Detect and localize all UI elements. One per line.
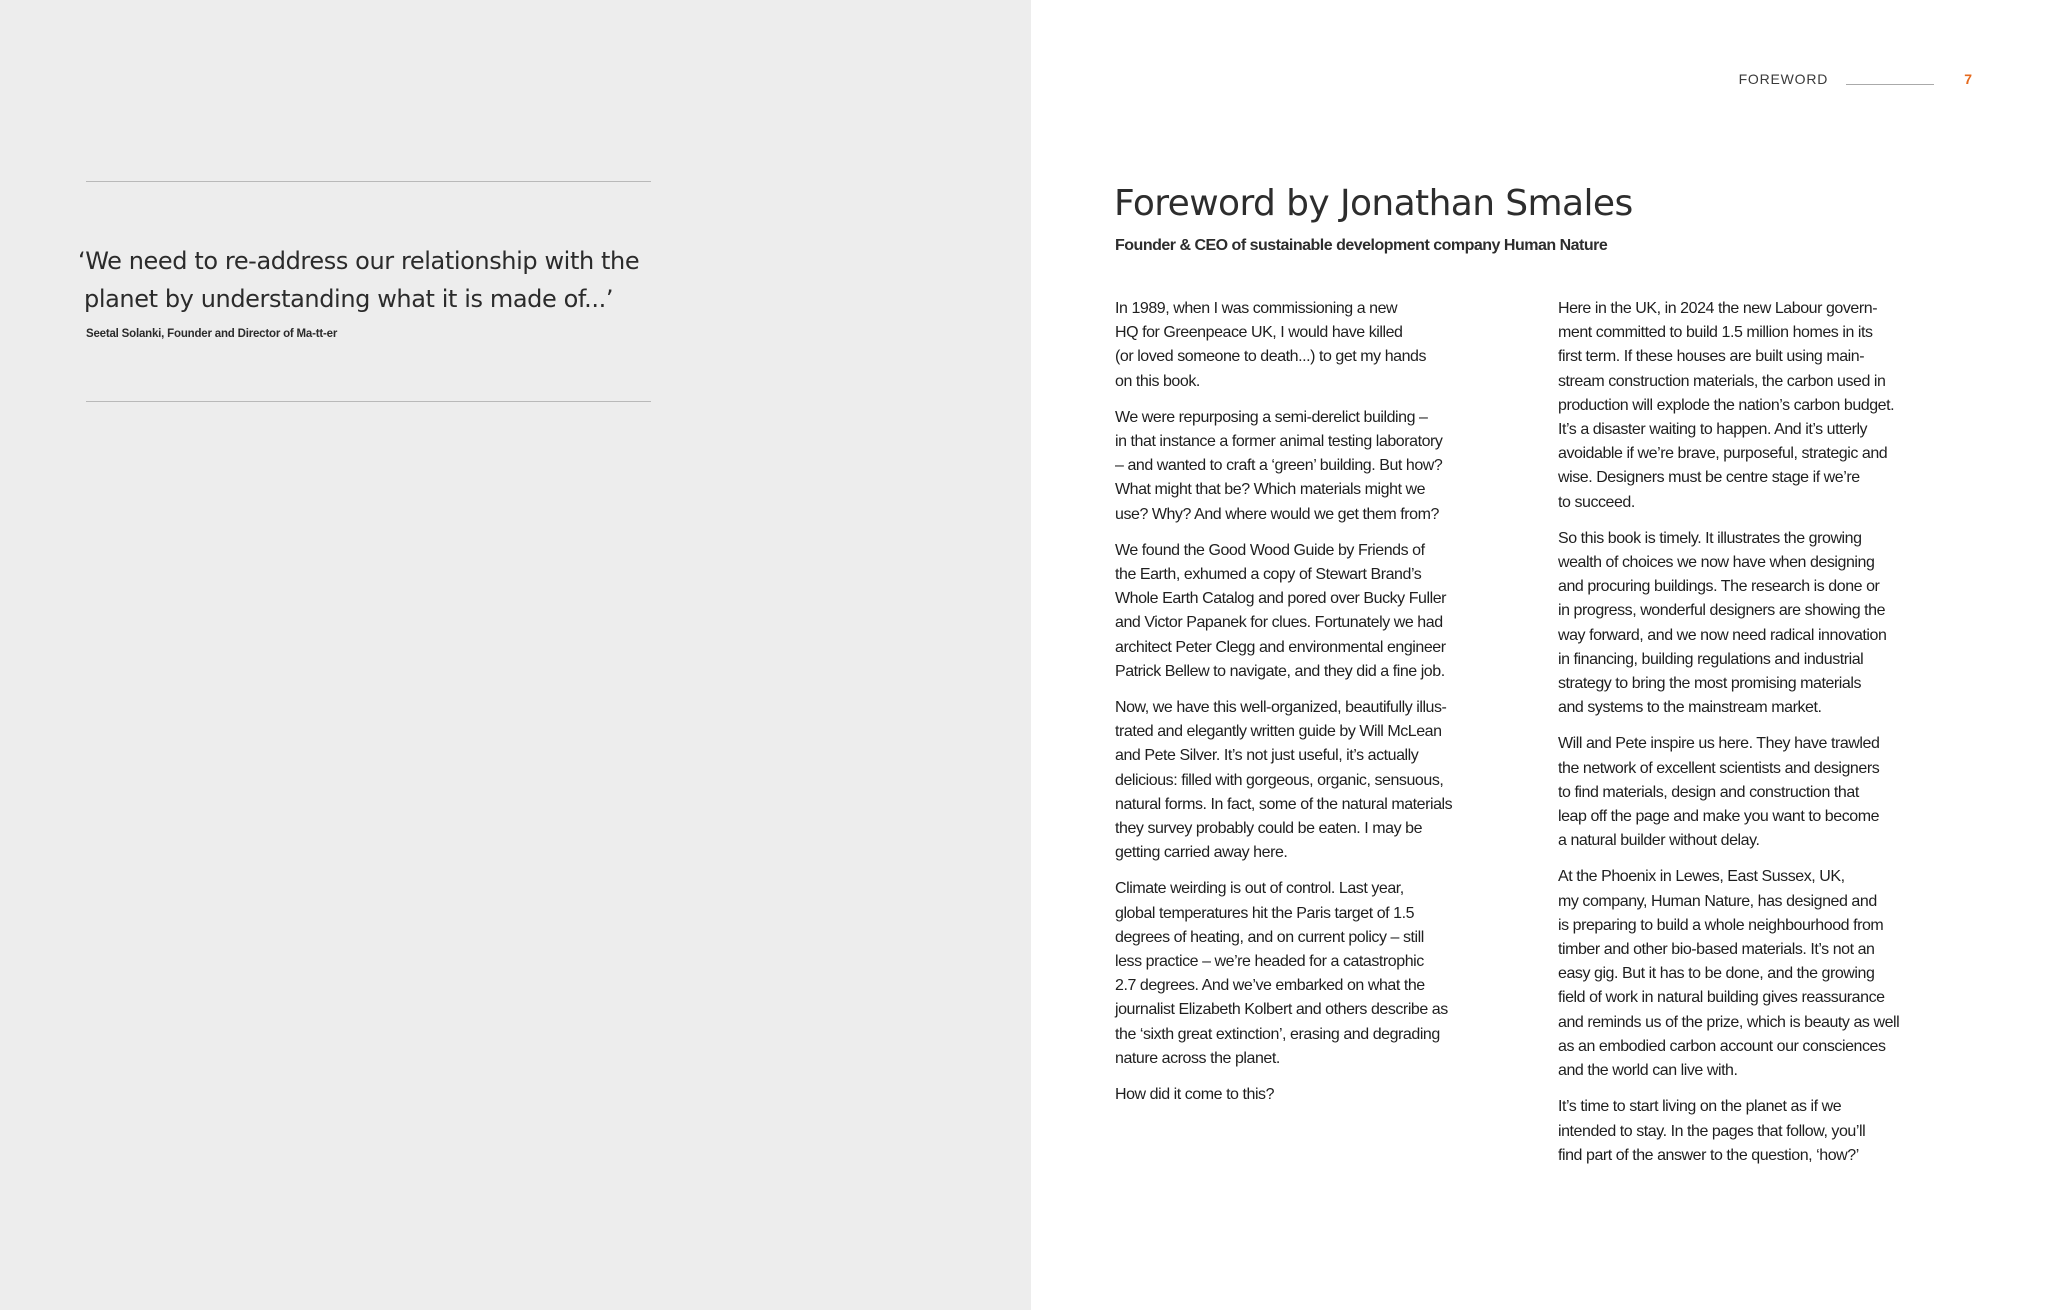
body-text-line: 2.7 degrees. And we’ve embarked on what the <box>1115 977 1425 995</box>
body-text-line: Climate weirding is out of control. Last year, <box>1115 880 1404 898</box>
quote-top-rule <box>86 181 651 182</box>
body-text-line: the network of excellent scientists and designers <box>1558 759 1880 777</box>
body-paragraph <box>1558 1095 1988 1168</box>
body-text-line: getting carried away here. <box>1115 844 1288 862</box>
body-text-line: in financing, building regulations and industrial <box>1558 650 1864 668</box>
section-label: FOREWORD <box>1738 71 1829 87</box>
body-paragraph <box>1115 1083 1545 1107</box>
body-text-line: on this book. <box>1115 372 1200 390</box>
body-text-line: Whole Earth Catalog and pored over Bucky Fuller <box>1115 590 1447 608</box>
body-paragraph <box>1558 865 1988 1083</box>
body-text-line: and Victor Papanek for clues. Fortunately we had <box>1115 614 1443 632</box>
body-text-line: easy gig. But it has to be done, and the growing <box>1558 965 1875 983</box>
body-text-line: leap off the page and make you want to become <box>1558 808 1880 826</box>
body-paragraph <box>1115 539 1545 684</box>
running-head-rule <box>1846 84 1934 85</box>
body-text-line: and procuring buildings. The research is done or <box>1558 578 1880 596</box>
body-text-line: avoidable if we’re brave, purposeful, strategic and <box>1558 445 1888 463</box>
body-text-line: field of work in natural building gives reassurance <box>1558 989 1885 1007</box>
body-text-line: Patrick Bellew to navigate, and they did a fine job. <box>1115 662 1445 680</box>
body-text-line: first term. If these houses are built using main- <box>1558 348 1865 366</box>
body-text-line: find part of the answer to the question, ‘how?’ <box>1558 1146 1859 1164</box>
running-head <box>1739 71 1972 87</box>
body-text-line: How did it come to this? <box>1115 1086 1275 1104</box>
body-text-line: journalist Elizabeth Kolbert and others describe as <box>1115 1001 1448 1019</box>
article-subtitle: Founder & CEO of sustainable development company Human Nature <box>1115 237 1608 254</box>
body-text-line: is preparing to build a whole neighbourhood from <box>1558 916 1884 934</box>
body-text-line: and systems to the mainstream market. <box>1558 699 1822 717</box>
body-text-line: In 1989, when I was commissioning a new <box>1115 300 1398 317</box>
pull-quote <box>78 242 678 318</box>
page-number: 7 <box>1964 71 1972 87</box>
text-column-left <box>1115 297 1545 1119</box>
body-text-line: way forward, and we now need radical innovation <box>1558 626 1887 644</box>
body-text-line: HQ for Greenpeace UK, I would have killed <box>1115 324 1403 342</box>
body-text-line: wise. Designers must be centre stage if we’re <box>1558 469 1860 487</box>
right-page <box>1031 0 2048 1310</box>
body-paragraph <box>1115 297 1545 394</box>
body-text-line: to succeed. <box>1558 493 1635 511</box>
body-text-line: use? Why? And where would we get them from? <box>1115 505 1439 523</box>
body-text-line: less practice – we’re headed for a catastrophic <box>1115 953 1424 971</box>
text-column-right <box>1558 297 1988 1180</box>
body-text-line: in progress, wonderful designers are showing the <box>1558 602 1886 620</box>
body-text-line: At the Phoenix in Lewes, East Sussex, UK, <box>1558 868 1845 886</box>
body-text-line: to find materials, design and construction that <box>1558 783 1859 801</box>
body-text-line: nature across the planet. <box>1115 1049 1280 1067</box>
body-text-line: (or loved someone to death...) to get my hands <box>1115 348 1427 366</box>
body-text-line: and Pete Silver. It’s not just useful, it’s actually <box>1115 747 1419 765</box>
body-text-line: delicious: filled with gorgeous, organic, sensuous, <box>1115 771 1444 789</box>
body-paragraph <box>1115 877 1545 1071</box>
article-title: Foreword by Jonathan Smales <box>1114 183 1633 224</box>
body-text-line: – and wanted to craft a ‘green’ building. But how? <box>1115 457 1443 475</box>
body-text-line: wealth of choices we now have when designing <box>1558 554 1875 572</box>
body-text-line: in that instance a former animal testing laboratory <box>1115 433 1443 451</box>
body-text-line: degrees of heating, and on current policy – still <box>1115 928 1424 946</box>
body-text-line: my company, Human Nature, has designed and <box>1558 892 1877 910</box>
body-text-line: the ‘sixth great extinction’, erasing and degrading <box>1115 1025 1440 1043</box>
body-text-line: natural forms. In fact, some of the natural materials <box>1115 795 1453 813</box>
body-text-line: stream construction materials, the carbon used in <box>1558 372 1886 390</box>
body-text-line: they survey probably could be eaten. I may be <box>1115 820 1423 838</box>
body-paragraph <box>1558 527 1988 721</box>
body-text-line: a natural builder without delay. <box>1558 832 1760 850</box>
body-text-line: Will and Pete inspire us here. They have trawled <box>1558 735 1880 753</box>
body-text-line: and the world can live with. <box>1558 1062 1738 1080</box>
body-paragraph <box>1558 732 1988 853</box>
body-text-line: Here in the UK, in 2024 the new Labour govern- <box>1558 300 1878 317</box>
body-text-line: It’s time to start living on the planet as if we <box>1558 1098 1842 1116</box>
body-text-line: architect Peter Clegg and environmental engineer <box>1115 638 1446 656</box>
body-text-line: trated and elegantly written guide by Will McLean <box>1115 723 1442 741</box>
body-text-line: We were repurposing a semi-derelict building – <box>1115 408 1428 426</box>
body-text-line: timber and other bio-based materials. It’s not an <box>1558 941 1875 959</box>
body-text-line: What might that be? Which materials might we <box>1115 481 1426 499</box>
body-paragraph <box>1115 696 1545 865</box>
pull-quote-line: planet by understanding what it is made of...’ <box>84 285 614 313</box>
quote-bottom-rule <box>86 401 651 402</box>
body-text-line: production will explode the nation’s carbon budget. <box>1558 396 1895 414</box>
body-text-line: the Earth, exhumed a copy of Stewart Brand’s <box>1115 566 1422 584</box>
body-text-line: So this book is timely. It illustrates the growing <box>1558 529 1862 547</box>
body-text-line: strategy to bring the most promising materials <box>1558 675 1861 693</box>
body-text-line: We found the Good Wood Guide by Friends of <box>1115 541 1425 559</box>
body-text-line: Now, we have this well-organized, beautifully illus- <box>1115 699 1447 717</box>
body-text-line: It’s a disaster waiting to happen. And it’s utterly <box>1558 421 1868 439</box>
body-paragraph <box>1558 297 1988 515</box>
body-paragraph <box>1115 406 1545 527</box>
body-text-line: and reminds us of the prize, which is beauty as well <box>1558 1013 1900 1031</box>
body-text-line: as an embodied carbon account our consciences <box>1558 1037 1886 1055</box>
pull-quote-line: ‘We need to re-address our relationship with the <box>78 247 640 275</box>
quote-attribution: Seetal Solanki, Founder and Director of Ma-tt-er <box>86 328 338 340</box>
body-text-line: global temperatures hit the Paris target of 1.5 <box>1115 904 1415 922</box>
body-text-line: ment committed to build 1.5 million homes in its <box>1558 324 1873 342</box>
body-text-line: intended to stay. In the pages that follow, you’ll <box>1558 1122 1866 1140</box>
